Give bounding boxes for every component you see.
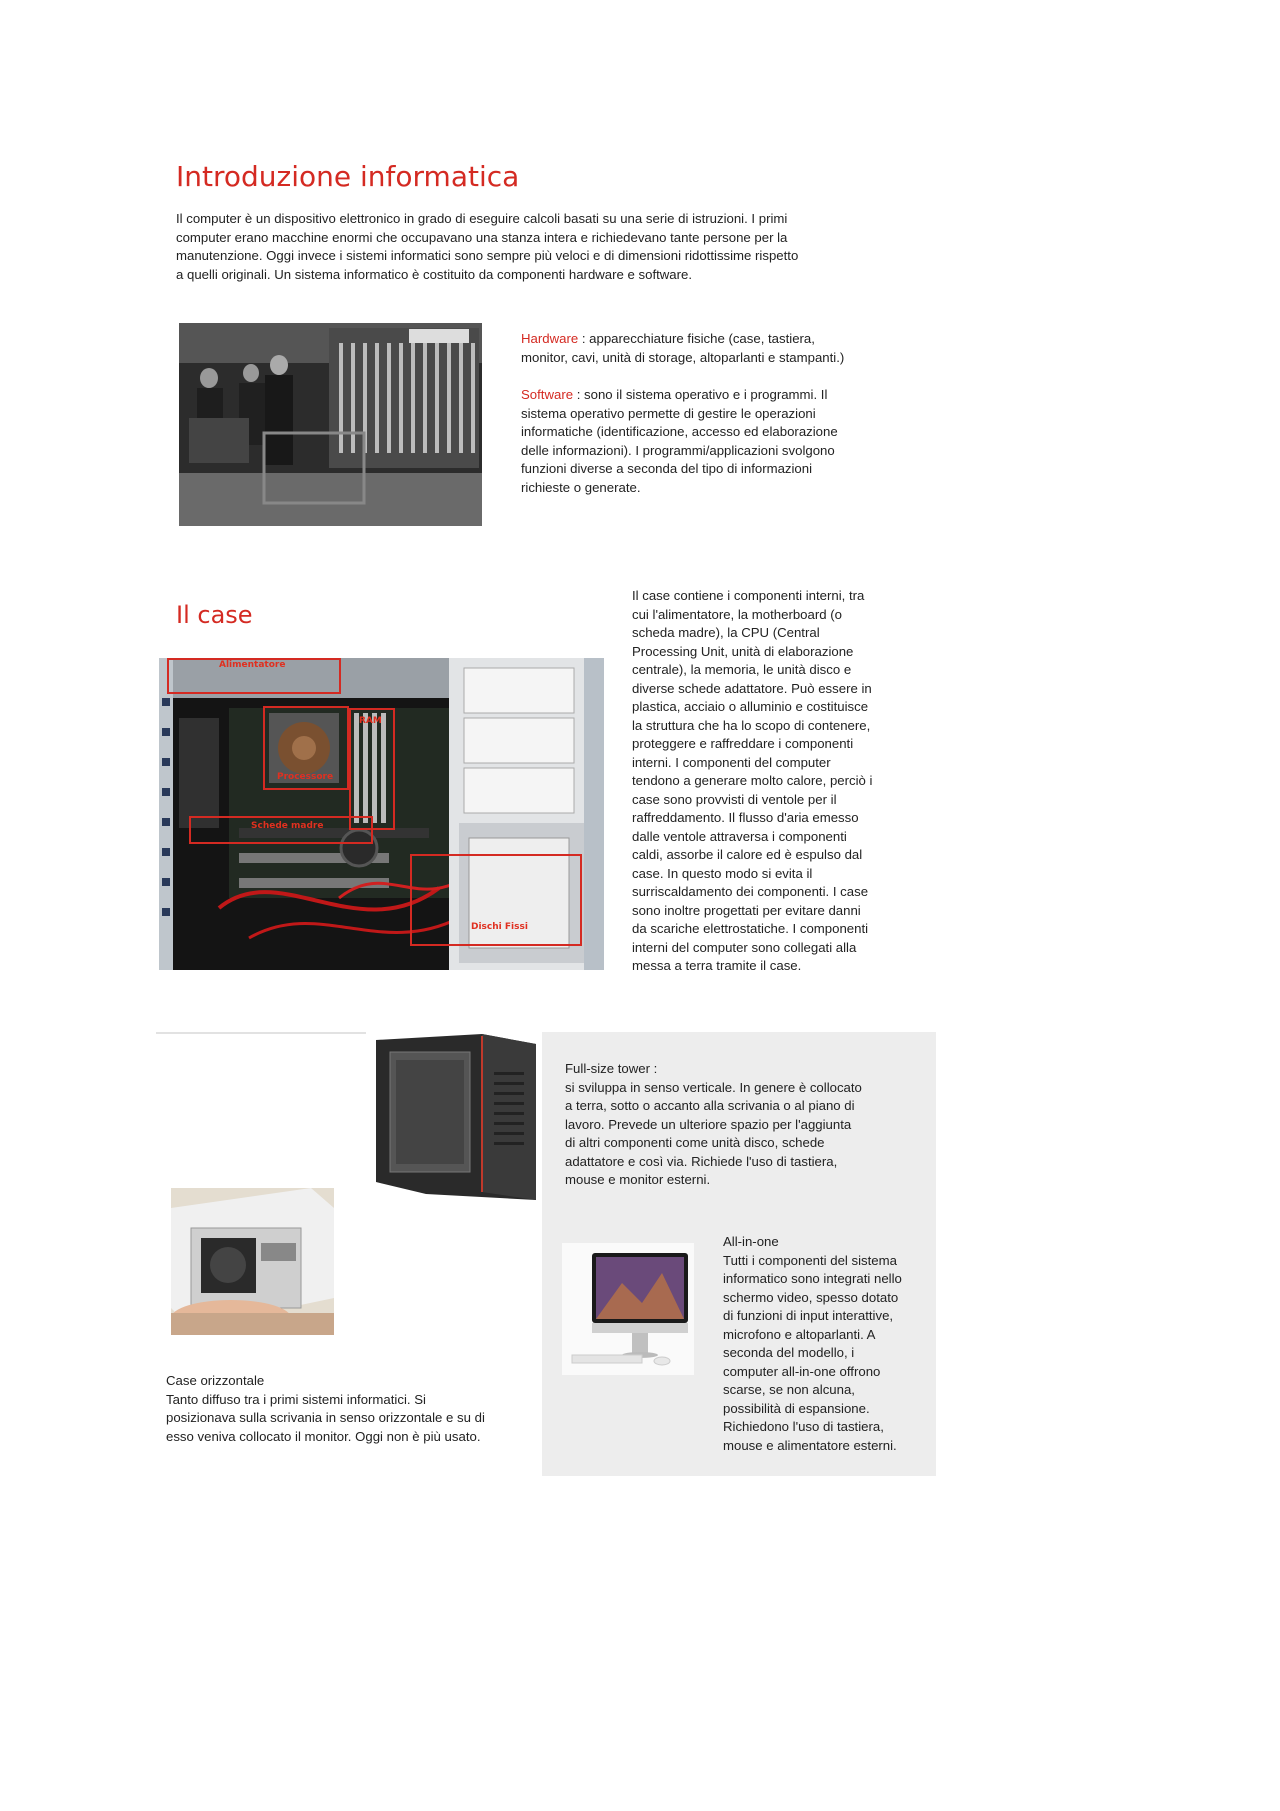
tower-line: si sviluppa in senso verticale. In genere è collocato [565, 1079, 862, 1095]
case-line: dalle ventole attraversa i componenti [632, 828, 847, 844]
intro-paragraph [176, 210, 916, 284]
allinone-line: informatico sono integrati nello [723, 1271, 902, 1286]
allinone-line: seconda del modello, i [723, 1345, 855, 1360]
case-line: raffreddamento. Il flusso d'aria emesso [632, 810, 859, 825]
tower-line: di altri componenti come unità disco, schede [565, 1135, 825, 1150]
tower-heading: Full-size tower : [565, 1061, 658, 1076]
allinone-line: scarse, se non alcuna, [723, 1382, 855, 1397]
horizontal-line: Tanto diffuso tra i primi sistemi informatici. Si [166, 1391, 426, 1407]
allinone-line: mouse e alimentatore esterni. [723, 1437, 897, 1453]
case-line: plastica, acciaio o alluminio e costituisce [632, 699, 869, 714]
case-line: cui l'alimentatore, la motherboard (o [632, 606, 842, 622]
case-line: diverse schede adattatore. Può essere in [632, 680, 872, 696]
case-line: case sono provvisti di ventole per il [632, 791, 837, 807]
allinone-line: microfono e altoparlanti. A [723, 1326, 876, 1342]
case-line: sono inoltre progettati per evitare danni [632, 902, 861, 918]
case-line: case. In questo modo si evita il [632, 865, 813, 881]
allinone-photo [562, 1243, 694, 1375]
page-title: Introduzione informatica [176, 160, 520, 193]
software-line: delle informazioni). I programmi/applicazioni svolgono [521, 442, 835, 458]
case-section-title: Il case [176, 601, 253, 629]
software-text [521, 386, 901, 497]
intro-line: Il computer è un dispositivo elettronico in grado di eseguire calcoli basati su una serie di istruzioni. I primi [176, 211, 788, 226]
case-line: tendono a generare molto calore, perciò i [632, 773, 873, 788]
horizontal-line: esso veniva collocato il monitor. Oggi non è più usato. [166, 1428, 481, 1444]
hardware-text [521, 330, 901, 367]
horizontal-case-photo [171, 1188, 334, 1335]
case-line: interni del computer sono collegati alla [632, 939, 857, 955]
alimentatore-label: Alimentatore [219, 660, 286, 670]
case-line: Il case contiene i componenti interni, tra [632, 588, 865, 603]
allinone-line: Richiedono l'uso di tastiera, [723, 1419, 884, 1434]
tower-description [565, 1060, 925, 1190]
schede-label: Schede madre [251, 821, 324, 831]
hardware-term: Hardware [521, 331, 579, 346]
ram-highlight [349, 708, 395, 830]
allinone-description [723, 1233, 943, 1455]
case-line: scheda madre), la CPU (Central [632, 625, 820, 640]
case-line: messa a terra tramite il case. [632, 958, 802, 973]
tower-case-photo [366, 1032, 542, 1202]
allinone-heading: All-in-one [723, 1234, 779, 1249]
horizontal-heading: Case orizzontale [166, 1373, 265, 1388]
horizontal-line: posizionava sulla scrivania in senso orizzontale e su di [166, 1410, 485, 1425]
software-term: Software [521, 387, 574, 402]
software-line: richieste o generate. [521, 479, 641, 495]
dischi-label: Dischi Fissi [471, 922, 528, 932]
hardware-line [521, 330, 901, 349]
case-line: Processing Unit, unità di elaborazione [632, 643, 854, 659]
intro-line: a quelli originali. Un sistema informatico è costituito da componenti hardware e software. [176, 266, 693, 282]
software-line [521, 386, 901, 405]
hardware-line-text: : apparecchiature fisiche (case, tastiera, [578, 331, 815, 346]
case-line: interni. I componenti del computer [632, 754, 831, 770]
tower-line: mouse e monitor esterni. [565, 1172, 711, 1187]
allinone-line: computer all-in-one offrono [723, 1363, 881, 1379]
case-description [632, 587, 922, 976]
allinone-line: possibilità di espansione. [723, 1400, 870, 1416]
tower-line: a terra, sotto o accanto alla scrivania o al piano di [565, 1098, 855, 1113]
tower-line: lavoro. Prevede un ulteriore spazio per l'aggiunta [565, 1116, 852, 1132]
case-line: da scariche elettrostatiche. I componenti [632, 921, 869, 936]
dischi-highlight [410, 854, 582, 946]
software-line: funzioni diverse a seconda del tipo di informazioni [521, 461, 813, 476]
hardware-line: monitor, cavi, unità di storage, altoparlanti e stampanti.) [521, 349, 845, 365]
case-line: caldi, assorbe il calore ed è espulso dal [632, 847, 863, 862]
case-interior-photo [159, 658, 604, 970]
processore-label: Processore [277, 772, 334, 782]
allinone-line: di funzioni di input interattive, [723, 1308, 894, 1323]
case-line: centrale), la memoria, le unità disco e [632, 662, 852, 677]
ram-label: RAM [359, 716, 382, 726]
case-line: la struttura che ha lo scopo di contenere, [632, 717, 871, 733]
historic-computer-photo [179, 323, 482, 526]
intro-line: computer erano macchine enormi che occupavano una stanza intera e richiedevano tante persone per la [176, 229, 788, 245]
horizontal-description [166, 1372, 536, 1446]
case-line: surriscaldamento dei componenti. I case [632, 884, 869, 899]
allinone-line: Tutti i componenti del sistema [723, 1252, 897, 1268]
software-line: sistema operativo permette di gestire le operazioni [521, 405, 816, 421]
case-line: proteggere e raffreddare i componenti [632, 736, 854, 751]
tower-line: adattatore e così via. Richiede l'uso di tastiera, [565, 1153, 838, 1169]
software-line: informatiche (identificazione, accesso ed elaborazione [521, 424, 838, 439]
intro-line: manutenzione. Oggi invece i sistemi informatici sono sempre più veloci e di dimensioni ridottissime rispetto [176, 248, 799, 263]
software-line-text: : sono il sistema operativo e i programmi. Il [573, 387, 828, 402]
allinone-line: schermo video, spesso dotato [723, 1289, 899, 1305]
